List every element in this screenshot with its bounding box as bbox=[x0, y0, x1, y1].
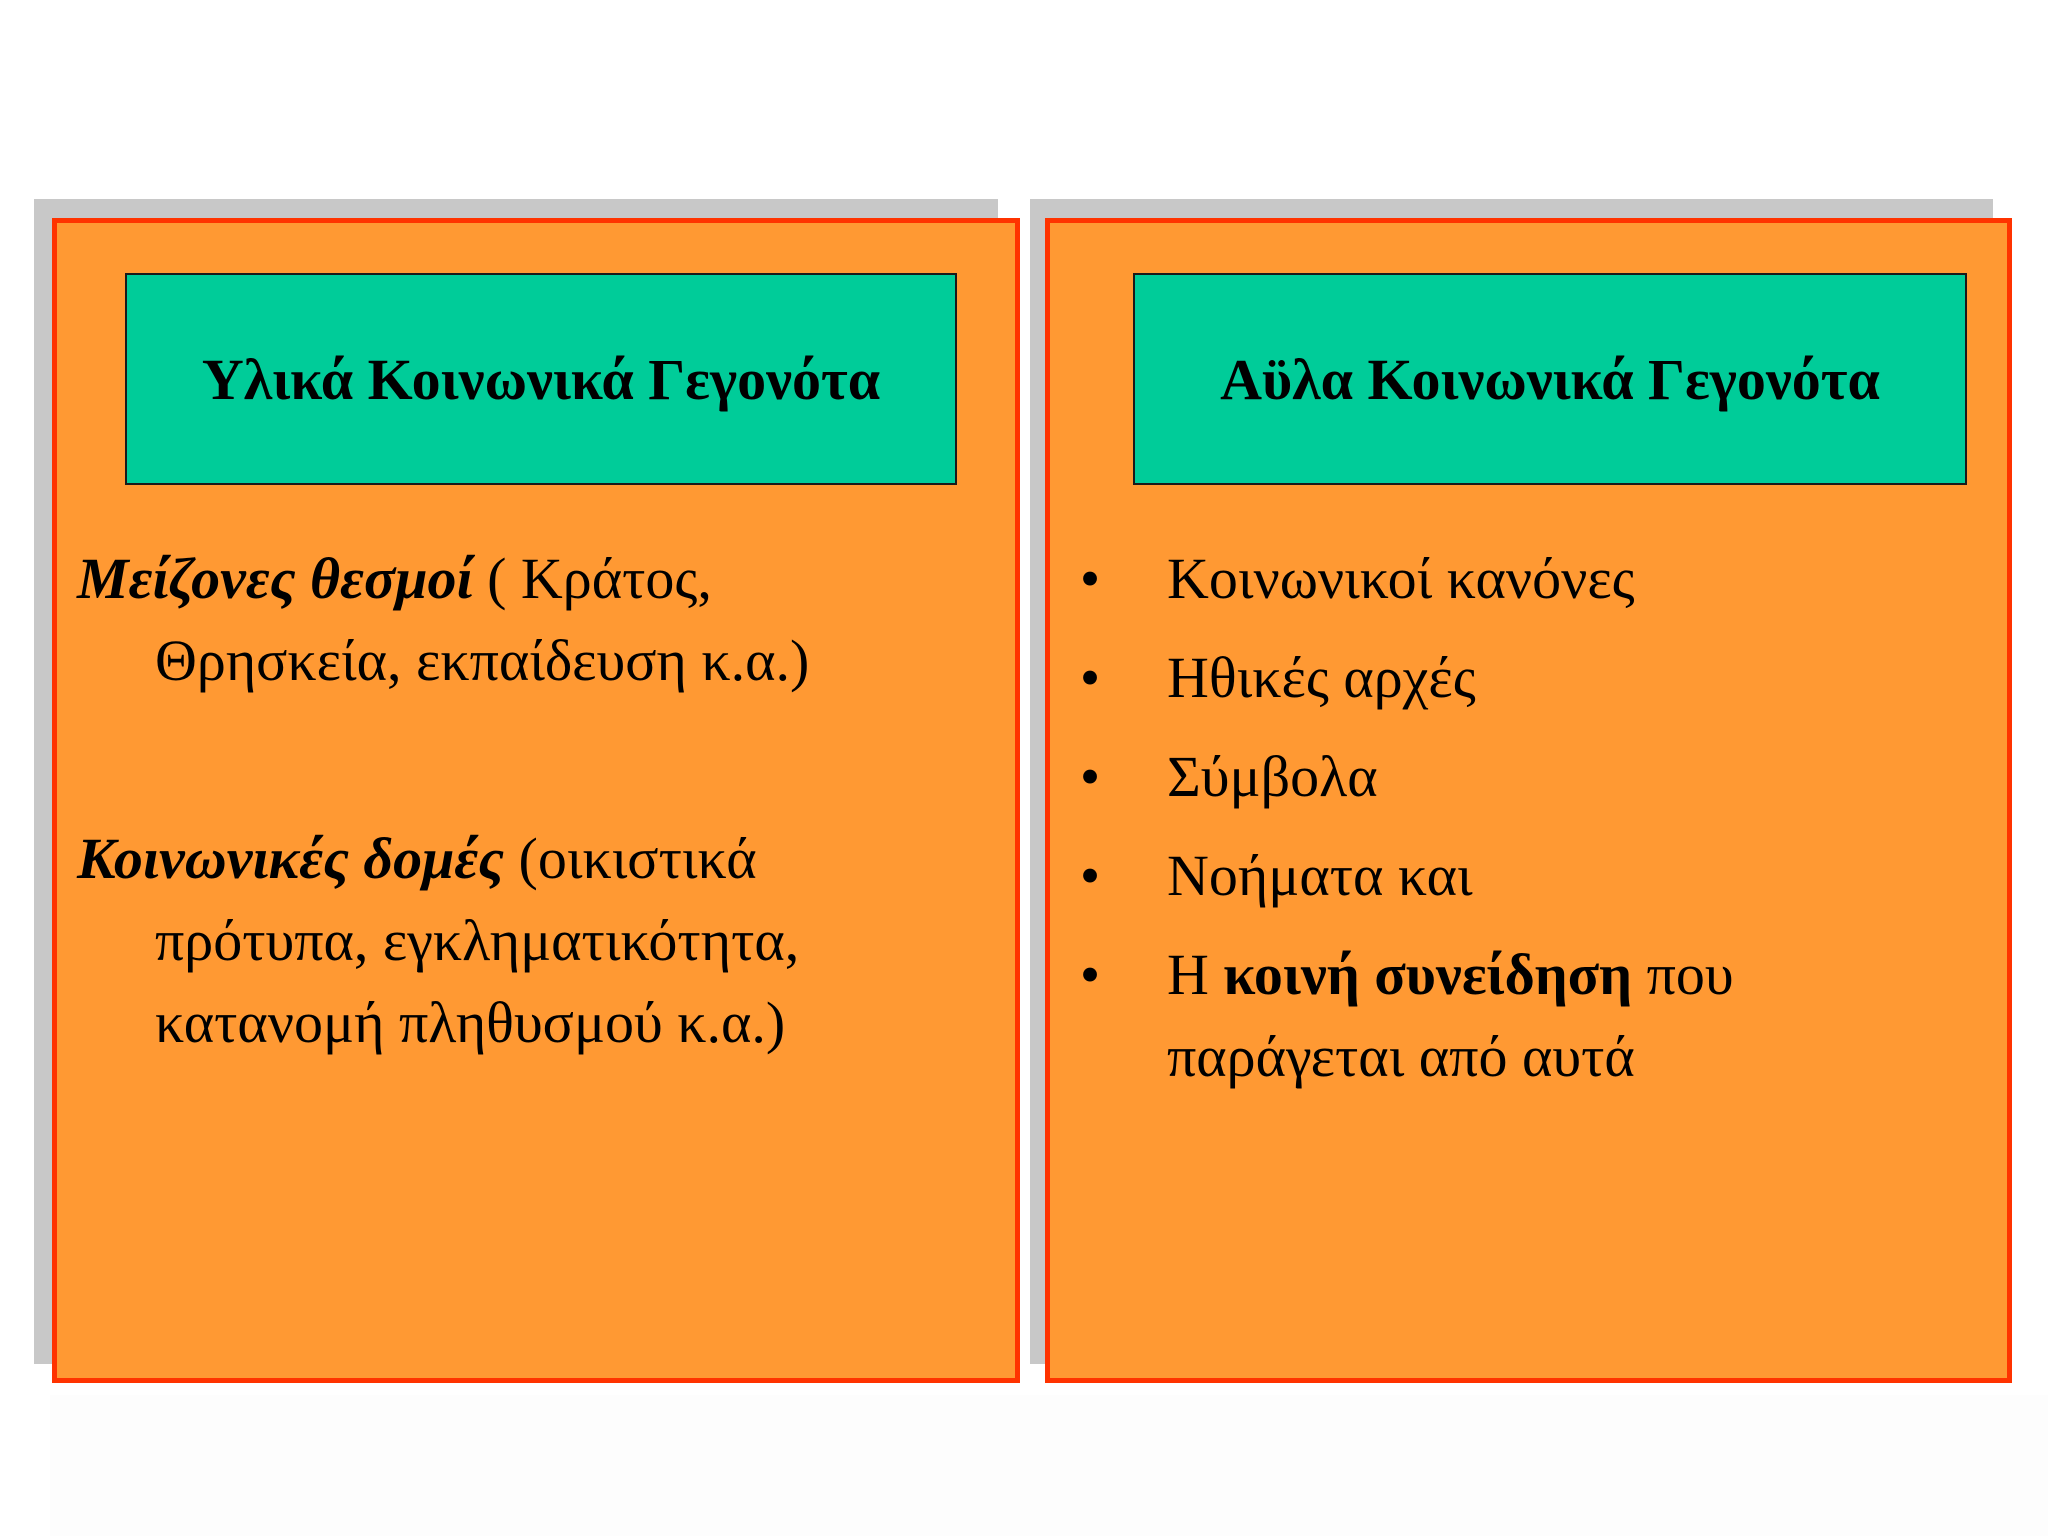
list-item-text: Νοήματα και bbox=[1167, 843, 1473, 908]
social-structures-lead: Κοινωνικές δομές bbox=[77, 826, 505, 891]
list-item bbox=[1070, 934, 1990, 1098]
left-panel-header bbox=[125, 273, 957, 485]
social-structures-item bbox=[77, 818, 977, 1064]
list-item-line2: παράγεται από αυτά bbox=[1167, 1024, 1635, 1089]
list-item-text: Κοινωνικοί κανόνες bbox=[1167, 546, 1635, 611]
major-institutions-line2: Θρησκεία, εκπαίδευση κ.α.) bbox=[155, 628, 810, 693]
social-structures-text: (οικιστικά bbox=[504, 826, 757, 891]
major-institutions-item bbox=[77, 538, 977, 702]
right-panel-header bbox=[1133, 273, 1967, 485]
major-institutions-lead: Μείζονες θεσμοί bbox=[77, 546, 473, 611]
slide-bottom-band bbox=[50, 1395, 2048, 1536]
bullet-icon: • bbox=[1079, 843, 1101, 908]
list-item-prefix: Η bbox=[1167, 942, 1224, 1007]
intangible-facts-list bbox=[1070, 538, 1990, 1115]
list-item-bold: κοινή συνείδηση bbox=[1223, 942, 1633, 1007]
list-item bbox=[1070, 736, 1990, 818]
social-structures-line2: πρότυπα, εγκληματικότητα, bbox=[155, 908, 800, 973]
social-structures-line3: κατανομή πληθυσμού κ.α.) bbox=[155, 990, 786, 1055]
list-item-text: Ηθικές αρχές bbox=[1167, 645, 1476, 710]
bullet-icon: • bbox=[1079, 546, 1101, 611]
list-item bbox=[1070, 538, 1990, 620]
left-panel-title: Υλικά Κοινωνικά Γεγονότα bbox=[201, 346, 881, 412]
list-item bbox=[1070, 637, 1990, 719]
left-panel bbox=[52, 218, 1020, 1383]
bullet-icon: • bbox=[1079, 645, 1101, 710]
bullet-icon: • bbox=[1079, 744, 1101, 809]
right-panel-title: Αϋλα Κοινωνικά Γεγονότα bbox=[1220, 346, 1880, 412]
list-item-suffix: που bbox=[1632, 942, 1734, 1007]
major-institutions-text: ( Κράτος, bbox=[472, 546, 712, 611]
list-item-text: Σύμβολα bbox=[1167, 744, 1378, 809]
right-panel bbox=[1045, 218, 2012, 1383]
bullet-icon: • bbox=[1079, 942, 1101, 1007]
list-item bbox=[1070, 835, 1990, 917]
